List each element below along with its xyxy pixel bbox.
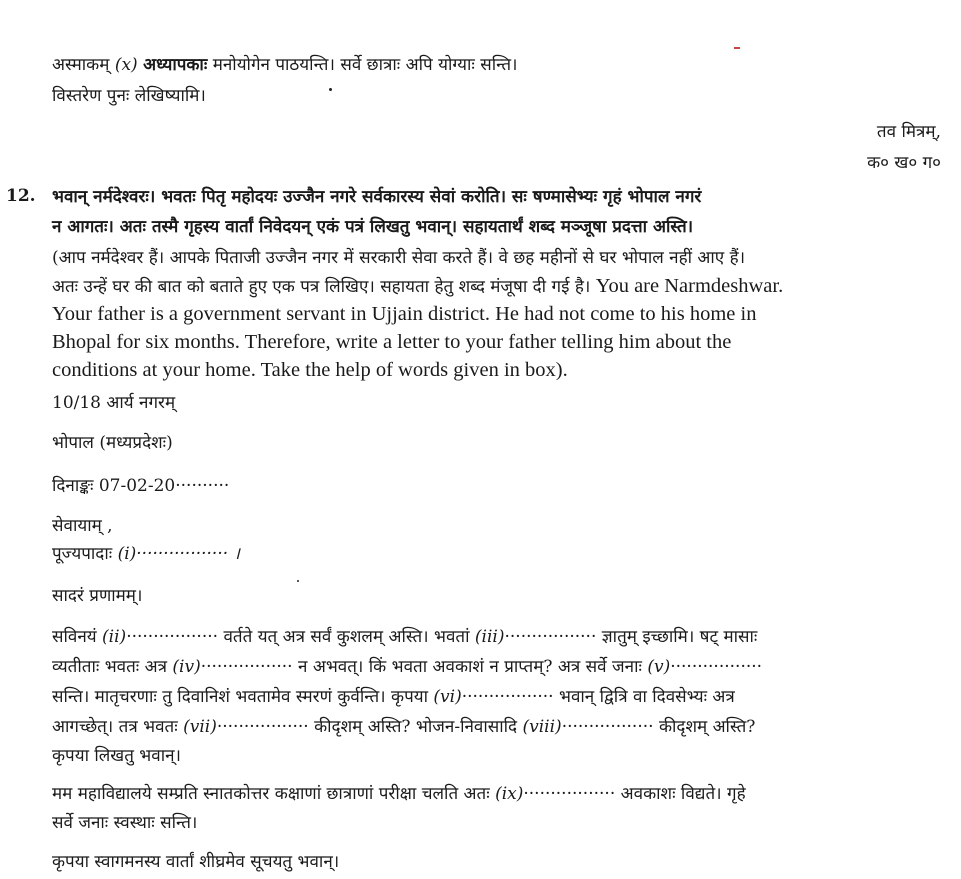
blank-vii: (vii) <box>183 717 217 737</box>
stray-dot-2 <box>297 580 299 582</box>
salutation-text: पूज्यपादाः <box>52 544 113 564</box>
letter-para2-line-1 <box>52 783 746 805</box>
red-mark <box>734 47 740 49</box>
body-text: ················· <box>670 657 763 677</box>
body-text: सन्ति। मातृचरणाः तु दिवानिशं भवतामेव स्मरणं कुर्वन्ति। कृपया <box>52 687 434 707</box>
blank-v: (v) <box>647 657 671 677</box>
letter-address-2: भोपाल (मध्यप्रदेशः) <box>52 433 173 453</box>
prev-bold-word: अध्यापकाः <box>143 55 208 75</box>
body-text: सर्वे जनाः स्वस्थाः सन्ति। <box>52 813 198 833</box>
letter-salutation-2 <box>52 543 240 565</box>
body-text: मम महाविद्यालये सम्प्रति स्नातकोत्तर कक्षाणां छात्राणां परीक्षा चलति अतः <box>52 784 496 804</box>
letter-final-line: कृपया स्वागमनस्य वार्तां शीघ्रमेव सूचयतु भवान्। <box>52 852 340 872</box>
body-text: ················· भवान् द्वित्रि वा दिवसेभ्यः अत्र <box>461 687 735 707</box>
prev-letter-line-1 <box>52 54 517 76</box>
body-text: ················· वर्तते यत् अत्र सर्वं कुशलम् अस्ति। भवतां <box>126 627 475 647</box>
letter-body-line-5 <box>52 745 181 767</box>
prev-blank-x: (x) <box>114 55 138 75</box>
letter-body-line-3 <box>52 686 735 708</box>
blank-vi: (vi) <box>433 687 462 707</box>
letter-greeting: सादरं प्रणामम्। <box>52 586 143 606</box>
body-text: आगच्छेत्। तत्र भवतः <box>52 717 184 737</box>
question-hindi-text: अतः उन्हें घर की बात को बताते हुए एक पत्र लिखिए। सहायता हेतु शब्द मंजूषा दी गई है। <box>52 277 591 297</box>
stray-dot <box>329 88 332 91</box>
body-text: ················· ज्ञातुम् इच्छामि। षट् मासाः <box>504 627 758 647</box>
body-text: ················· अवकाशः विद्यते। गृहे <box>523 784 746 804</box>
letter-body-line-2 <box>52 656 762 678</box>
question-hindi-line-1: (आप नर्मदेश्वर हैं। आपके पिताजी उज्जैन नगर में सरकारी सेवा करते हैं। वे छह महीनों से घर भोपाल नहीं आए हैं। <box>52 248 746 268</box>
prev-text-a: अस्माकम् <box>52 55 110 75</box>
letter-body-line-1 <box>52 626 757 648</box>
blank-i: (i)················· । <box>117 544 240 564</box>
body-text: ················· कीदृशम् अस्ति? भोजन-निवासादि <box>216 717 523 737</box>
blank-ii: (ii) <box>102 627 127 647</box>
body-text: कृपया लिखतु भवान्। <box>52 746 181 766</box>
body-text: ················· न अभवत्। किं भवता अवकाशं न प्राप्तम्? अत्र सर्वे जनाः <box>200 657 648 677</box>
question-english-inline: You are Narmdeshwar. <box>595 275 784 297</box>
prev-closing-1: तव मित्रम्, <box>876 122 941 142</box>
letter-body-line-4 <box>52 716 755 738</box>
question-english-line-1: Your father is a government servant in Ujjain district. He had not come to his home in <box>52 303 757 325</box>
question-sanskrit-line-2: न आगतः। अतः तस्मै गृहस्य वार्तां निवेदयन् एकं पत्रं लिखतु भवान्। सहायतार्थं शब्द मञ्जूषा प्रदत्ता अस्ति। <box>52 217 694 237</box>
blank-ix: (ix) <box>495 784 524 804</box>
letter-para2-line-2 <box>52 812 197 834</box>
question-english-line-3: conditions at your home. Take the help of words given in box). <box>52 359 568 381</box>
prev-text-d: मनोयोगेन पाठयन्ति। सर्वे छात्राः अपि योग्याः सन्ति। <box>212 55 518 75</box>
question-hindi-line-2 <box>52 275 783 298</box>
body-text: ················· कीदृशम् अस्ति? <box>561 717 756 737</box>
question-number: 12. <box>6 186 36 206</box>
body-text: व्यतीताः भवतः अत्र <box>52 657 173 677</box>
question-english-line-2: Bhopal for six months. Therefore, write a letter to your father telling him about the <box>52 331 732 353</box>
blank-iv: (iv) <box>172 657 201 677</box>
letter-address-1: 10/18 आर्य नगरम् <box>52 393 176 413</box>
body-text: सविनयं <box>52 627 103 647</box>
blank-iii: (iii) <box>474 627 505 647</box>
letter-date: दिनाङ्कः 07-02-20·········· <box>52 476 230 496</box>
prev-letter-line-2: विस्तरेण पुनः लेखिष्यामि। <box>52 86 206 106</box>
letter-salutation-1: सेवायाम् , <box>52 516 113 536</box>
question-sanskrit-line-1: भवान् नर्मदेश्वरः। भवतः पितृ महोदयः उज्जैन नगरे सर्वकारस्य सेवां करोति। सः षण्मासेभ्यः गृहं भोपाल नगरं <box>52 187 702 207</box>
prev-closing-2: क० ख० ग० <box>867 153 941 173</box>
blank-viii: (viii) <box>522 717 562 737</box>
